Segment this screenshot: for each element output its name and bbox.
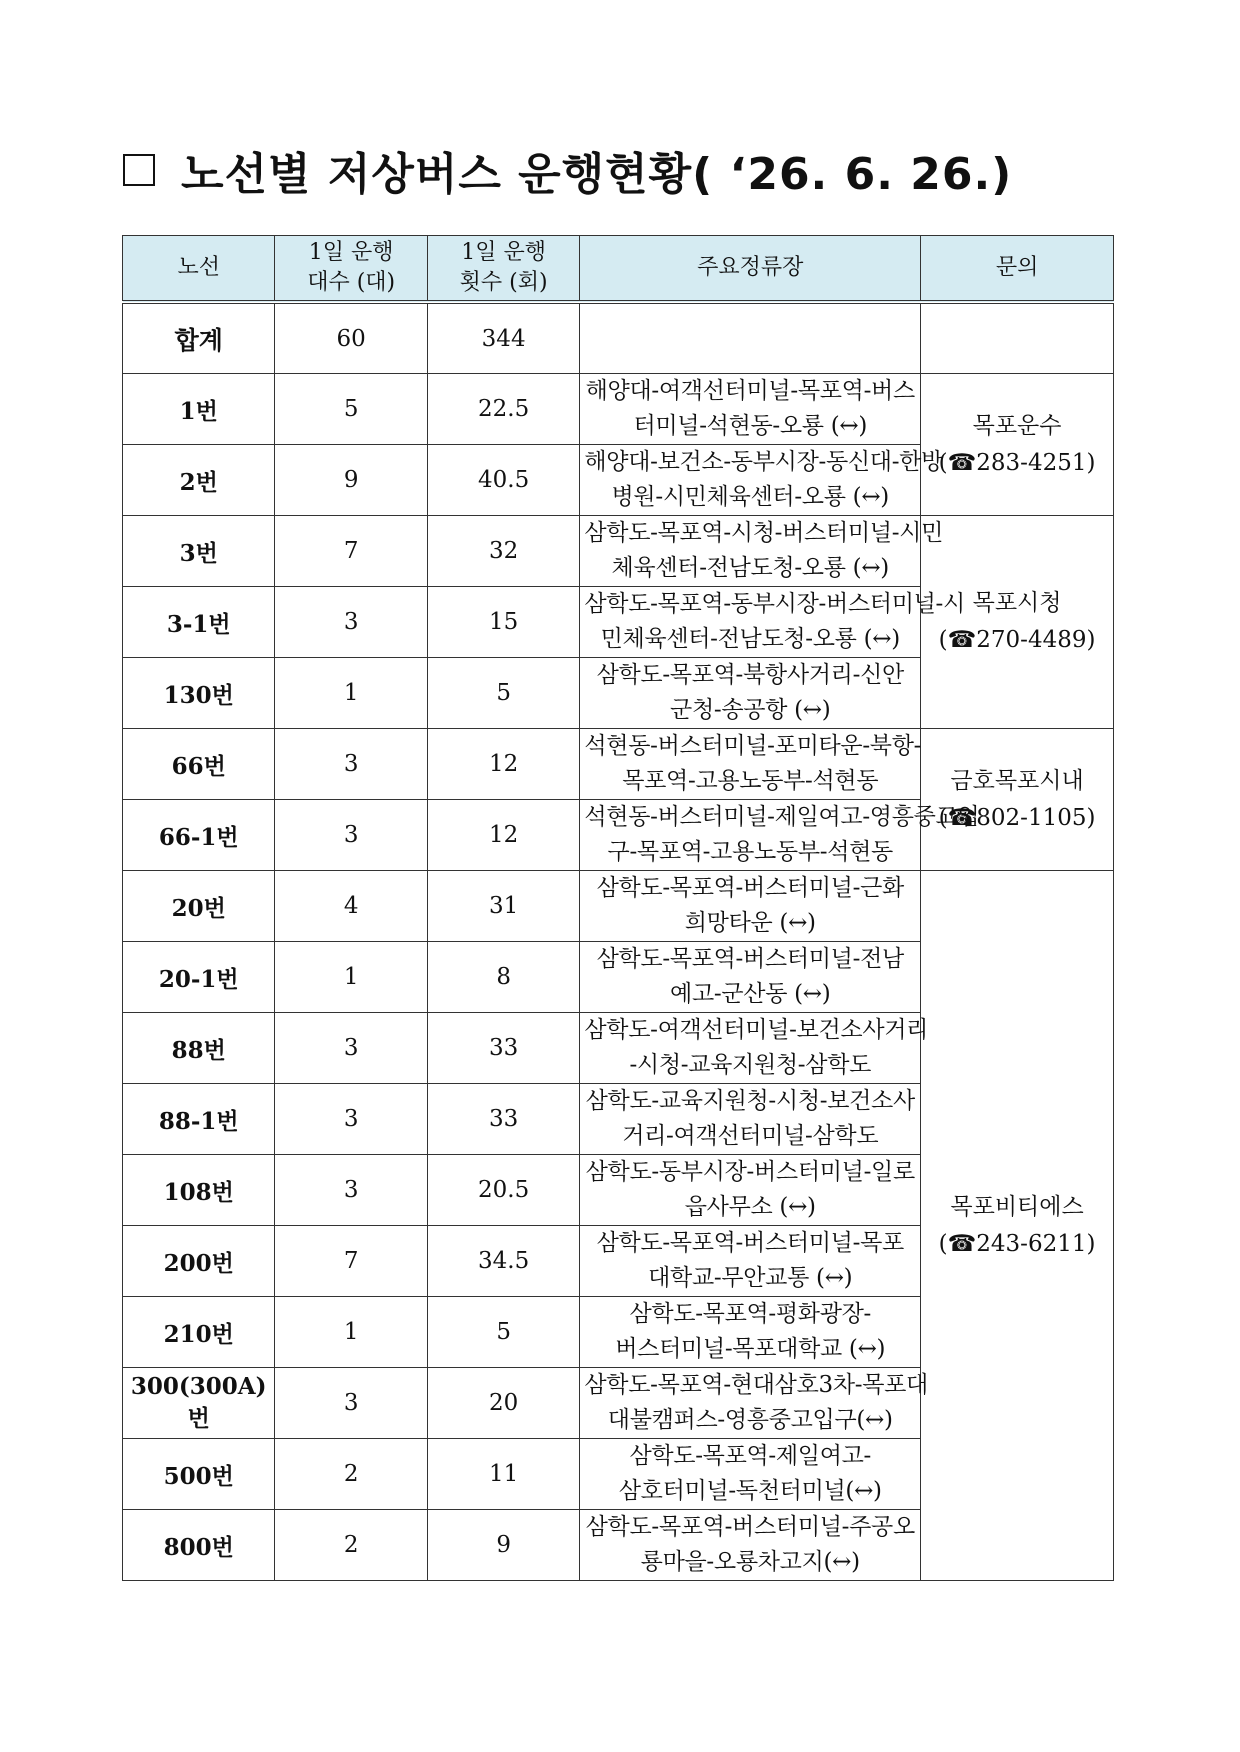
contact-cell — [921, 729, 1114, 871]
trip-count: 33 — [427, 1013, 579, 1084]
trip-count: 40.5 — [427, 445, 579, 516]
trip-count: 12 — [427, 729, 579, 800]
vehicle-count: 7 — [275, 516, 427, 587]
stops-line1: 삼학도-목포역-버스터미널-전남 — [596, 946, 904, 972]
stops-line2: 군청-송공항 (↔) — [670, 697, 831, 723]
vehicle-count: 3 — [275, 1084, 427, 1155]
vehicle-count: 7 — [275, 1226, 427, 1297]
route-number: 130번 — [123, 658, 275, 729]
vehicle-count: 3 — [275, 1013, 427, 1084]
vehicle-count: 3 — [275, 1155, 427, 1226]
contact-cell — [921, 374, 1114, 516]
vehicle-count: 9 — [275, 445, 427, 516]
route-number: 88번 — [123, 1013, 275, 1084]
vehicle-count: 3 — [275, 800, 427, 871]
stops-line1: 삼학도-목포역-버스터미널-목포 — [596, 1230, 904, 1256]
contact-phone: (☎283-4251) — [938, 449, 1096, 476]
checkbox-square-icon — [123, 154, 155, 186]
trip-count: 12 — [427, 800, 579, 871]
trip-count: 5 — [427, 1297, 579, 1368]
table-row — [123, 516, 1114, 587]
main-stops — [580, 1155, 921, 1226]
contact-cell — [921, 871, 1114, 1581]
stops-line2: 대학교-무안교통 (↔) — [648, 1265, 853, 1291]
stops-line2: 버스터미널-목포대학교 (↔) — [615, 1336, 886, 1362]
stops-line1: 삼학도-목포역-현대삼호3차-목포대 — [584, 1372, 928, 1398]
contact-phone: (☎802-1105) — [938, 804, 1096, 831]
trip-count: 5 — [427, 658, 579, 729]
stops-line1: 삼학도-동부시장-버스터미널-일로 — [585, 1159, 915, 1185]
stops-line1: 삼학도-목포역-시청-버스터미널-시민 — [584, 520, 944, 546]
route-number: 108번 — [123, 1155, 275, 1226]
stops-line1: 삼학도-목포역-버스터미널-주공오 — [585, 1514, 915, 1540]
main-stops — [580, 1510, 921, 1581]
stops-line2: 체육센터-전남도청-오룡 (↔) — [611, 555, 889, 581]
total-trips: 344 — [427, 302, 579, 374]
route-number: 20-1번 — [123, 942, 275, 1013]
stops-line1: 삼학도-목포역-동부시장-버스터미널-시 — [584, 591, 965, 617]
contact-name: 목포비티에스 — [950, 1193, 1084, 1220]
trip-count: 20 — [427, 1368, 579, 1439]
header-vehicles-line1: 1일 운행 — [308, 240, 394, 265]
stops-line1: 해양대-보건소-동부시장-동신대-한방 — [584, 449, 944, 475]
header-trips-line2: 횟수 (회) — [459, 270, 548, 295]
header-trips-line1: 1일 운행 — [461, 240, 546, 265]
main-stops — [580, 1226, 921, 1297]
route-number: 800번 — [123, 1510, 275, 1581]
stops-line1: 삼학도-목포역-평화광장- — [629, 1301, 872, 1327]
contact-cell — [921, 516, 1114, 729]
main-stops — [580, 1439, 921, 1510]
main-stops — [580, 587, 965, 658]
vehicle-count: 3 — [275, 587, 427, 658]
total-contact-empty — [921, 302, 1114, 374]
contact-phone: (☎243-6211) — [938, 1230, 1096, 1257]
stops-line1: 해양대-여객선터미널-목포역-버스 — [585, 378, 915, 404]
route-number: 500번 — [123, 1439, 275, 1510]
trip-count: 34.5 — [427, 1226, 579, 1297]
stops-line2: 거리-여객선터미널-삼학도 — [622, 1123, 879, 1149]
vehicle-count: 1 — [275, 1297, 427, 1368]
bus-route-table — [122, 235, 1114, 1581]
trip-count: 31 — [427, 871, 579, 942]
route-number: 20번 — [123, 871, 275, 942]
vehicle-count: 4 — [275, 871, 427, 942]
stops-line1: 삼학도-목포역-버스터미널-근화 — [596, 875, 904, 901]
vehicle-count: 1 — [275, 942, 427, 1013]
stops-line2: 민체육센터-전남도청-오룡 (↔) — [600, 626, 900, 652]
trip-count: 15 — [427, 587, 579, 658]
stops-line2: 터미널-석현동-오룡 (↔) — [633, 413, 868, 439]
stops-line2: 대불캠퍼스-영흥중고입구(↔) — [607, 1407, 893, 1433]
table-row — [123, 374, 1114, 445]
stops-line2: 룡마을-오룡차고지(↔) — [640, 1549, 860, 1575]
trip-count: 32 — [427, 516, 579, 587]
trip-count: 11 — [427, 1439, 579, 1510]
main-stops — [580, 516, 944, 587]
route-number: 66번 — [123, 729, 275, 800]
main-stops — [580, 1013, 929, 1084]
main-stops — [580, 942, 921, 1013]
stops-line2: 예고-군산동 (↔) — [670, 981, 831, 1007]
vehicle-count: 5 — [275, 374, 427, 445]
main-stops — [580, 1297, 921, 1368]
stops-line2: -시청-교육지원청-삼학도 — [629, 1052, 872, 1078]
stops-line1: 삼학도-목포역-북항사거리-신안 — [596, 662, 904, 688]
main-stops — [580, 729, 921, 800]
route-number: 300(300A)번 — [123, 1368, 275, 1439]
route-number: 1번 — [123, 374, 275, 445]
vehicle-count: 3 — [275, 729, 427, 800]
stops-line2: 삼호터미널-독천터미널(↔) — [618, 1478, 882, 1504]
route-number: 210번 — [123, 1297, 275, 1368]
page-title — [123, 138, 1012, 202]
stops-line2: 구-목포역-고용노동부-석현동 — [607, 839, 893, 865]
vehicle-count: 2 — [275, 1439, 427, 1510]
vehicle-count: 2 — [275, 1510, 427, 1581]
main-stops — [580, 1368, 928, 1439]
main-stops — [580, 871, 921, 942]
trip-count: 9 — [427, 1510, 579, 1581]
contact-phone: (☎270-4489) — [938, 627, 1096, 653]
trip-count: 33 — [427, 1084, 579, 1155]
main-stops — [580, 800, 980, 871]
total-vehicles: 60 — [275, 302, 427, 374]
stops-line2: 희망타운 (↔) — [684, 910, 816, 936]
trip-count: 8 — [427, 942, 579, 1013]
main-stops — [580, 445, 944, 516]
route-number: 200번 — [123, 1226, 275, 1297]
stops-line2: 목포역-고용노동부-석현동 — [622, 768, 879, 794]
trip-count: 22.5 — [427, 374, 579, 445]
total-stops-empty — [580, 302, 921, 374]
trip-count: 20.5 — [427, 1155, 579, 1226]
contact-name: 금호목포시내 — [950, 767, 1084, 794]
stops-line1: 석현동-버스터미널-제일여고-영흥중고입 — [584, 804, 980, 830]
header-trips — [427, 236, 579, 303]
main-stops — [580, 374, 921, 445]
table-header-row — [123, 236, 1114, 303]
route-number: 88-1번 — [123, 1084, 275, 1155]
stops-line1: 삼학도-교육지원청-시청-보건소사 — [585, 1088, 915, 1114]
header-route: 노선 — [123, 236, 275, 303]
table-row — [123, 729, 1114, 800]
contact-name: 목포운수 — [972, 412, 1062, 439]
route-number: 2번 — [123, 445, 275, 516]
total-row — [123, 302, 1114, 374]
stops-line1: 삼학도-목포역-제일여고- — [629, 1443, 872, 1469]
stops-line1: 석현동-버스터미널-포미타운-북항- — [584, 733, 922, 759]
header-contact: 문의 — [921, 236, 1114, 303]
header-vehicles-line2: 대수 (대) — [307, 270, 396, 295]
main-stops — [580, 658, 921, 729]
contact-name: 목포시청 — [972, 590, 1062, 616]
total-label: 합계 — [123, 302, 275, 374]
table-row — [123, 871, 1114, 942]
stops-line2: 병원-시민체육센터-오룡 (↔) — [611, 484, 889, 510]
stops-line2: 읍사무소 (↔) — [684, 1194, 816, 1220]
route-number: 66-1번 — [123, 800, 275, 871]
route-number: 3번 — [123, 516, 275, 587]
vehicle-count: 1 — [275, 658, 427, 729]
page-title-text: 노선별 저상버스 운행현황( ‘26. 6. 26.) — [181, 149, 1013, 200]
header-vehicles — [275, 236, 427, 303]
main-stops — [580, 1084, 921, 1155]
route-number: 3-1번 — [123, 587, 275, 658]
stops-line1: 삼학도-여객선터미널-보건소사거리 — [584, 1017, 929, 1043]
vehicle-count: 3 — [275, 1368, 427, 1439]
header-stops: 주요정류장 — [580, 236, 921, 303]
